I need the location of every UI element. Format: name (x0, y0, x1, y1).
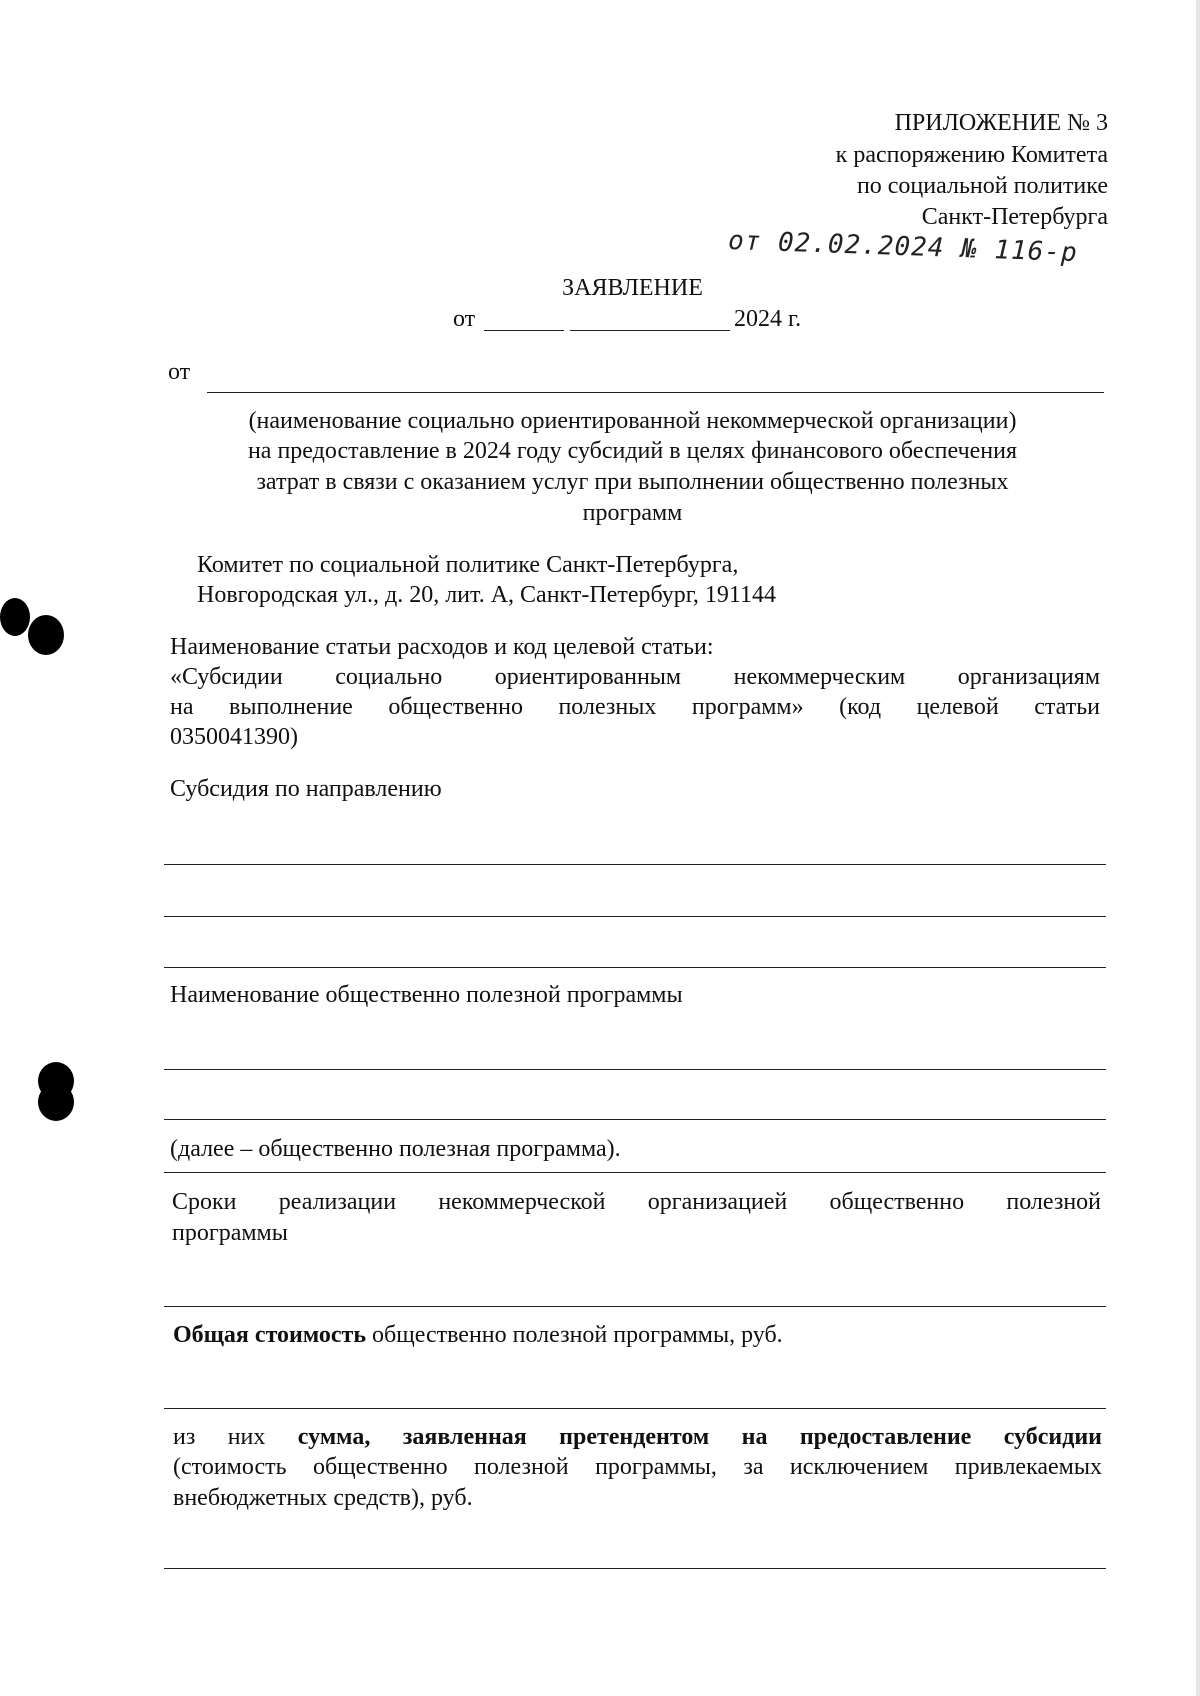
subsidy-direction-field-3[interactable] (164, 967, 1106, 968)
subsidy-direction-field-1[interactable] (164, 864, 1106, 865)
claimed-line-1 (173, 1422, 1102, 1453)
from-label: от (168, 359, 191, 385)
punch-hole-mark-1 (0, 598, 30, 636)
expense-label: Наименование статьи расходов и код целевой статьи: (170, 634, 714, 660)
date-month-blank[interactable] (570, 330, 730, 331)
expense-line-2: на выполнение общественно полезных программ» (код целевой статьи (170, 694, 1100, 720)
total-cost-rest: общественно полезной программы, руб. (366, 1322, 783, 1348)
terms-line-2: программы (172, 1220, 288, 1246)
purpose-line-2: затрат в связи с оказанием услуг при выполнении общественно полезных (256, 469, 1009, 495)
expense-line-1: «Субсидии социально ориентированным некоммерческим организациям (170, 664, 1100, 690)
claimed-amount-field[interactable] (164, 1568, 1106, 1569)
purpose-line-3: программ (582, 500, 683, 526)
claimed-bold: сумма, заявленная претендентом на предоставление субсидии (297, 1424, 1102, 1450)
purpose-line-1: на предоставление в 2024 году субсидий в целях финансового обеспечения (247, 438, 1018, 464)
program-name-field-2[interactable] (164, 1119, 1106, 1120)
punch-hole-mark-2 (28, 615, 64, 655)
program-note: (далее – общественно полезная программа). (170, 1136, 621, 1162)
addressee-line-2: Новгородская ул., д. 20, лит. А, Санкт-Петербург, 191144 (197, 582, 777, 608)
subsidy-direction-label: Субсидия по направлению (170, 776, 442, 802)
organization-name-field[interactable] (207, 392, 1104, 393)
appendix-title: ПРИЛОЖЕНИЕ № 3 (894, 110, 1108, 136)
appendix-line-3: Санкт-Петербурга (921, 204, 1108, 230)
organization-caption: (наименование социально ориентированной некоммерческой организации) (248, 408, 1017, 434)
date-suffix: 2024 г. (734, 306, 802, 332)
claimed-line-3: внебюджетных средств), руб. (173, 1485, 473, 1511)
program-note-rule (164, 1172, 1106, 1173)
claimed-line-2: (стоимость общественно полезной программы, за исключением привлекаемых (173, 1454, 1102, 1480)
date-prefix: от (453, 306, 476, 332)
appendix-line-1: к распоряжению Комитета (835, 142, 1108, 168)
program-name-field-1[interactable] (164, 1069, 1106, 1070)
total-cost-label (173, 1320, 783, 1351)
claimed-prefix: из них (173, 1424, 298, 1450)
date-day-blank[interactable] (484, 330, 564, 331)
total-cost-bold: Общая стоимость (173, 1322, 367, 1348)
punch-hole-mark-4 (38, 1083, 74, 1121)
appendix-line-2: по социальной политике (856, 173, 1108, 199)
program-name-label: Наименование общественно полезной программы (170, 982, 683, 1008)
expense-line-3: 0350041390) (170, 724, 298, 750)
total-cost-field[interactable] (164, 1408, 1106, 1409)
handwritten-order-date: от 02.02.2024 № 116-р (727, 225, 1079, 269)
terms-field[interactable] (164, 1306, 1106, 1307)
subsidy-direction-field-2[interactable] (164, 916, 1106, 917)
statement-title: ЗАЯВЛЕНИЕ (562, 275, 703, 301)
terms-line-1: Сроки реализации некоммерческой организацией общественно полезной (172, 1189, 1101, 1215)
addressee-line-1: Комитет по социальной политике Санкт-Петербурга, (197, 552, 739, 578)
